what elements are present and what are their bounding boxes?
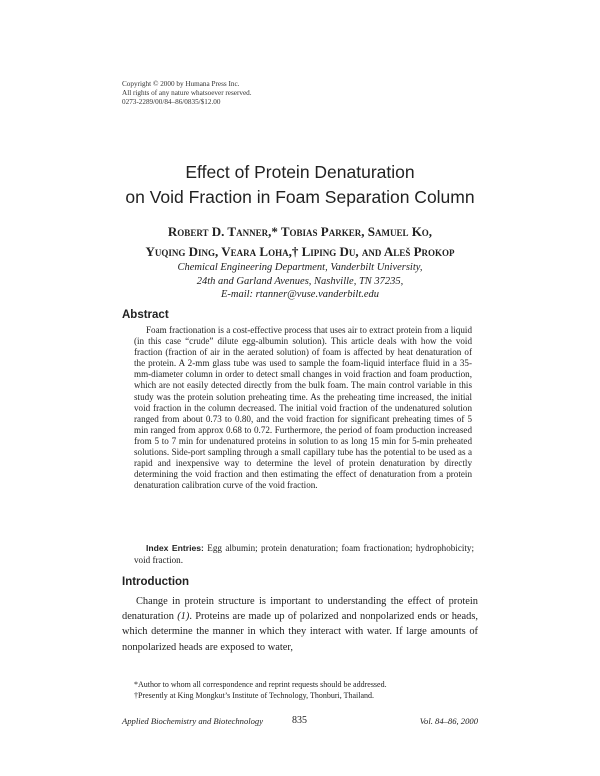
- index-entries-label: Index Entries:: [146, 543, 204, 553]
- intro-text: . Proteins are made up of polarized and nonpolarized ends or heads, which determine the manner in which they interact with water. If large amounts of nonpolarized heads are exposed to water,: [122, 611, 478, 653]
- title-line: Effect of Protein Denaturation: [185, 162, 415, 182]
- journal-volume: Vol. 84–86, 2000: [419, 716, 478, 726]
- copyright-line: All rights of any nature whatsoever reserved.: [122, 89, 252, 97]
- copyright-line: Copyright © 2000 by Humana Press Inc.: [122, 80, 240, 88]
- abstract-body: [134, 325, 472, 491]
- footnote: *Author to whom all correspondence and reprint requests should be addressed.: [134, 680, 387, 689]
- introduction-heading: Introduction: [122, 576, 190, 588]
- footnotes: [134, 680, 387, 701]
- affiliation-line: Chemical Engineering Department, Vanderbilt University,: [177, 262, 423, 273]
- affiliation-email: E-mail: rtanner@vuse.vanderbilt.edu: [220, 289, 380, 300]
- footnote: †Presently at King Mongkut’s Institute of Technology, Thonburi, Thailand.: [134, 690, 375, 700]
- title-line: on Void Fraction in Foam Separation Column: [125, 187, 475, 207]
- index-entries-text: Egg albumin; protein denaturation; foam fractionation; hydrophobicity; void fraction.: [134, 543, 474, 565]
- affiliation: [120, 261, 480, 302]
- abstract-paragraph: Foam fractionation is a cost-effective process that uses air to extract protein from a liquid (in this case “crude” dilute egg-albumin solution). This article deals with how the void fraction (fraction of air in the aerated solution) of foam is affected by heat denaturation of the protein. A 2-mm glass tube was used to sample the foam-liquid interface fluid in a 35-mm-diameter column in order to detect small changes in void fraction and foam production, which are not easily detected directly from the bulk foam. The main control variable in this study was the protein solution preheating time. As the preheating time increased, the initial void fraction in the column decreased. The initial void fraction of the undenatured solution ranged from about 0.73 to 0.80, and the void fraction for significant preheating times of 5 min ranged from approx 0.68 to 0.72. Furthermore, the period of foam production increased from 5 to 7 min for undenatured proteins in solution to as long 15 min for 5-min preheated solutions. Side-port sampling through a small capillary tube has the potential to be used as a rapid and inexpensive way to determine the level of protein denaturation by directly determining the void fraction and then estimating the effect of denaturation from a protein denaturation calibration curve of the void fraction.: [134, 325, 472, 491]
- page-footer: [122, 716, 478, 730]
- copyright-notice: [122, 80, 252, 107]
- paper-title: [100, 160, 500, 210]
- author-line: Robert D. Tanner,* Tobias Parker, Samuel Ko,: [167, 224, 433, 239]
- page-number: 835: [292, 715, 307, 726]
- index-entries: [134, 543, 474, 566]
- intro-text: Change in protein structure is important to understanding the effect of protein denaturation: [122, 596, 478, 623]
- abstract-heading: Abstract: [122, 309, 169, 321]
- copyright-line: 0273-2289/00/84–86/0835/$12.00: [122, 98, 221, 106]
- journal-name: Applied Biochemistry and Biotechnology: [122, 716, 264, 726]
- author-line: Yuqing Ding, Veara Loha,† Liping Du, and Aleš Prokop: [145, 244, 455, 259]
- citation: (1): [177, 611, 190, 623]
- affiliation-line: 24th and Garland Avenues, Nashville, TN 37235,: [196, 275, 404, 287]
- author-list: [110, 222, 490, 262]
- introduction-body: [122, 594, 478, 655]
